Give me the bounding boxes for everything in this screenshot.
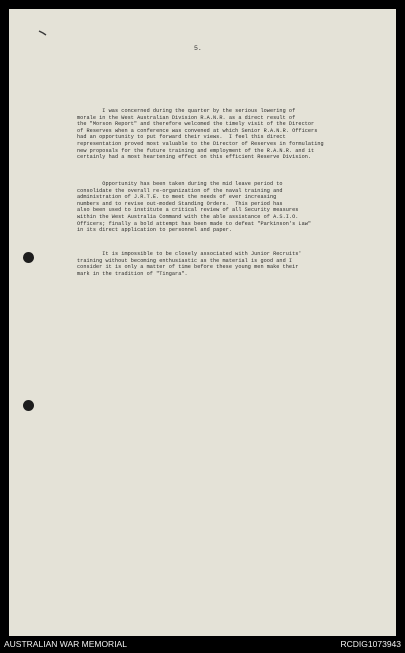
- punch-hole: [23, 400, 34, 411]
- punch-hole: [23, 252, 34, 263]
- document-page: [9, 9, 396, 636]
- staple-mark-icon: [38, 30, 47, 36]
- paragraph-junior-recruits: It is impossible to be closely associated with Junior Recruits' training without becoming enthusiastic as the material is good and I consider it is only a matter of time before these young men make their mark in the tradition of "Tingara".: [77, 251, 302, 277]
- paragraph-reorganization: Opportunity has been taken during the mid leave period to consolidate the overall re-organization of the naval training and administration of J.R.T.E. to meet the needs of ever increasing numbers and to revise out-moded Standing Orders. This period has also been used to institute a critical review of all Security measures within the West Australia Command with the able assistance of A.S.I.O. Officers; finally a bold attempt has been made to defeat "Parkinson's Law" in its direct application to personnel and paper.: [77, 181, 312, 234]
- record-id: RCDIG1073943: [340, 639, 401, 649]
- archive-name: AUSTRALIAN WAR MEMORIAL: [4, 639, 127, 649]
- paragraph-morale: I was concerned during the quarter by the serious lowering of morale in the West Australian Division R.A.N.R. as a direct result of the "Morson Report" and therefore welcomed the timely visit of the Director of Reserves when a conference was convened at which Senior R.A.N.R. Officers had an opportunity to put forward their views. I feel this direct representation proved most valuable to the Director of Reserves in formulating new proposals for the future training and employment of the R.A.N.R. and it certainly had a most heartening effect on this efficient Reserve Division.: [77, 108, 324, 161]
- page-number: 5.: [194, 45, 202, 52]
- archive-footer: [0, 636, 405, 653]
